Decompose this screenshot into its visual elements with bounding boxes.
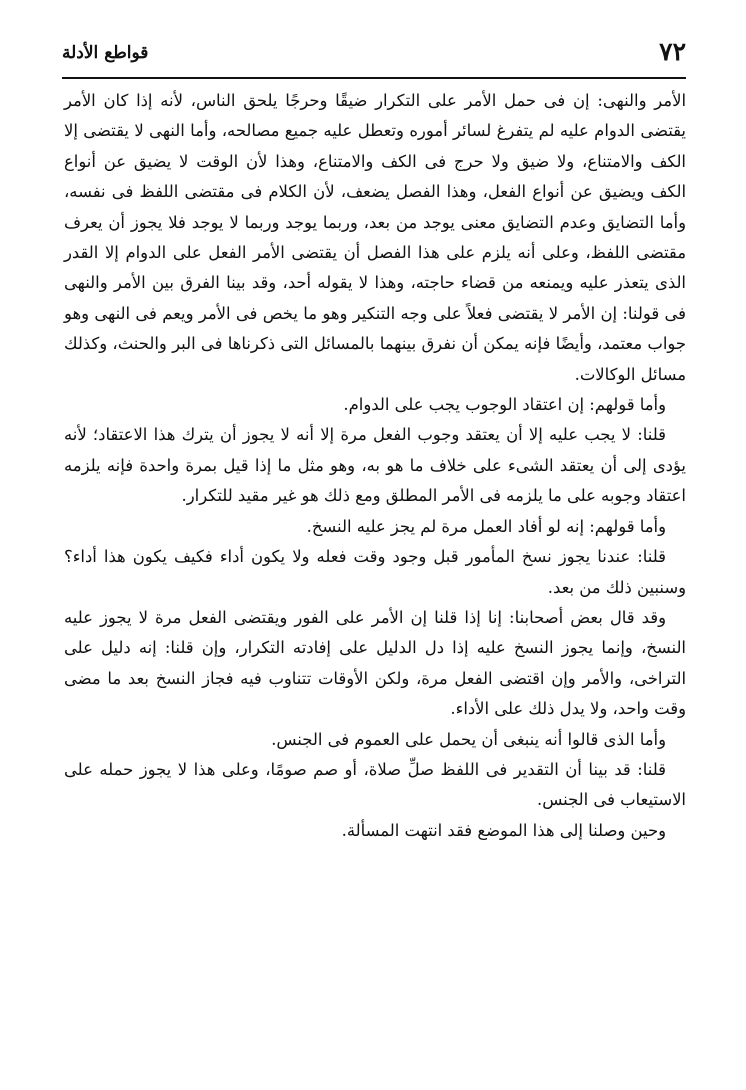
paragraph-8: قلنا: قد بينا أن التقدير فى اللفظ صلِّ صلاة، أو صم صومًا، وعلى هذا لا يجوز حمله على الاستيعاب فى الجنس.	[64, 759, 686, 810]
page-number: ٧٢	[659, 37, 686, 66]
paragraph-9: وحين وصلنا إلى هذا الموضع فقد انتهت المسألة.	[341, 820, 666, 840]
paragraph-1: الأمر والنهى: إن فى حمل الأمر على التكرار ضيقًا وحرجًا يلحق الناس، لأنه إذا كان الأمر يقتضى الدوام عليه لم يتفرغ لسائر أموره وتعطل عليه جميع مصالحه، وأما النهى لا يقتضى إلا الكف والامتناع، ولا ضيق ولا حرج فى الكف والامتناع، وهذا لأن الوقت لا يضيق عن أنواع الكف ويضيق عن أنواع الفعل، وهذا الفصل يضعف، لأن الكلام فى مقتضى اللفظ فى نفسه، وأما التضايق وعدم التضايق معنى يوجد من بعد، وربما يوجد وربما لا يوجد فلا يجوز أن يعرف مقتضى اللفظ، وعلى أنه يلزم على هذا الفصل أن يقتضى الأمر الفعل على الدوام إلا القدر الذى يتعذر عليه ويمنعه من قضاء حاجته، وهذا لا يقوله أحد، وقد بينا الفرق بين الأمر والنهى فى قولنا: إن الأمر لا يقتضى فعلاً على وجه التنكير وهو ما يخص فى الأمر ويعم فى النهى وهو جواب معتمد، وأيضًا فإنه يمكن أن نفرق بينهما بالمسائل التى ذكرناها فى البر والحنث، وكذلك مسائل الوكالات.	[64, 91, 686, 384]
paragraph-5: قلنا: عندنا يجوز نسخ المأمور قبل وجود وقت فعله ولا يكون أداء فكيف يكون هذا أداء؟ وسنبين ذلك من بعد.	[64, 547, 686, 597]
page-header	[62, 36, 686, 72]
paragraph-2: وأما قولهم: إن اعتقاد الوجوب يجب على الدوام.	[343, 395, 666, 415]
running-title: قواطع الأدلة	[62, 43, 149, 63]
paragraph-4: وأما قولهم: إنه لو أفاد العمل مرة لم يجز عليه النسخ.	[306, 516, 666, 536]
paragraph-6: وقد قال بعض أصحابنا: إنا إذا قلنا إن الأمر على الفور ويقتضى الفعل مرة لا يجوز عليه النسخ، وإنما يجوز النسخ عليه إذا دل الدليل على إفادته التكرار، وإن قلنا: إنه دليل على التراخى، والأمر وإن اقتضى الفعل مرة، ولكن الأوقات تتناوب فيه فجاز النسخ بعد ما مضى وقت واحد، ولا يدل ذلك على الأداء.	[64, 607, 686, 719]
page-body	[64, 86, 686, 846]
header-divider	[62, 77, 686, 79]
paragraph-3: قلنا: لا يجب عليه إلا أن يعتقد وجوب الفعل مرة إلا أنه لا يجوز أن يترك هذا الاعتقاد؛ لأنه يؤدى إلى أن يعتقد الشىء على خلاف ما هو به، وهو مثل ما إذا قيل بمرة واحدة فإنه يلزمه اعتقاد وجوبه على ما يلزمه فى الأمر المطلق ومع ذلك هو غير مقيد للتكرار.	[64, 425, 686, 506]
paragraph-7: وأما الذى قالوا أنه ينبغى أن يحمل على العموم فى الجنس.	[271, 729, 666, 749]
